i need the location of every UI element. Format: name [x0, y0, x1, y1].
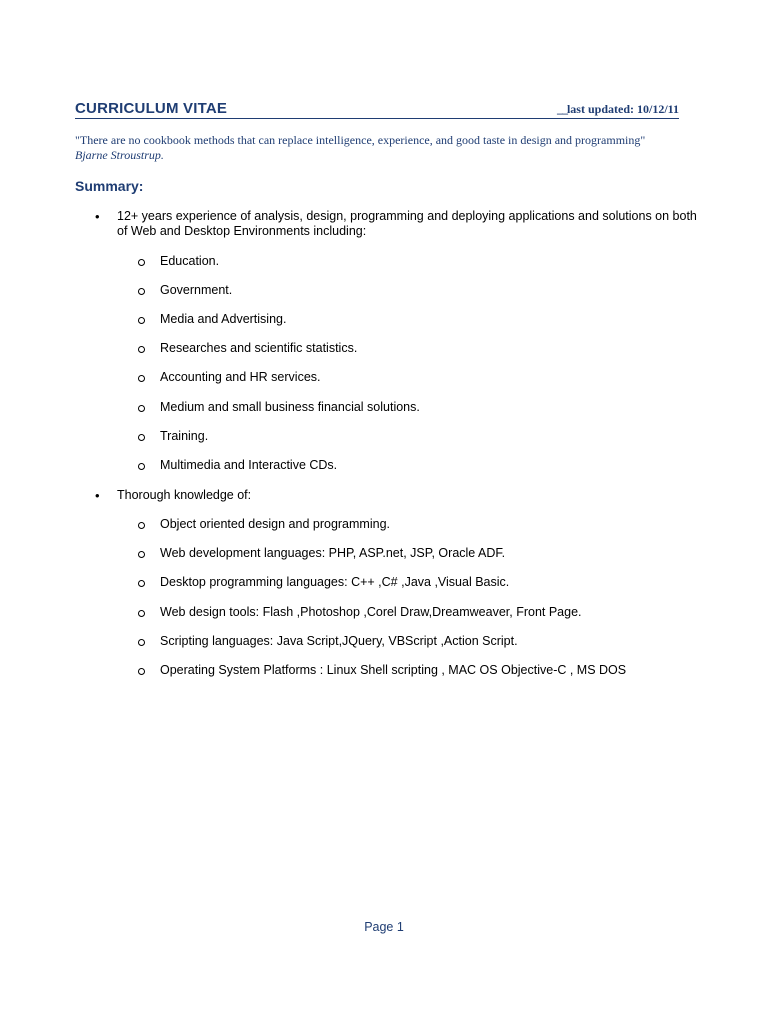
- circle-bullet-icon: [138, 256, 146, 264]
- list-item: Web design tools: Flash ,Photoshop ,Corel Draw,Dreamweaver, Front Page.: [160, 605, 582, 619]
- summary-bullet-experience: 12+ years experience of analysis, design, programming and deploying applications and solutions on both of Web and Desktop Environments including:: [117, 209, 697, 238]
- circle-bullet-icon: [138, 548, 146, 556]
- circle-bullet-icon: [138, 607, 146, 615]
- page-number: Page 1: [364, 920, 404, 934]
- circle-bullet-icon: [138, 519, 146, 527]
- circle-bullet-icon: [138, 314, 146, 322]
- circle-bullet-icon: [138, 285, 146, 293]
- bullet-icon: •: [95, 488, 100, 503]
- last-updated: [557, 102, 679, 117]
- circle-bullet-icon: [138, 402, 146, 410]
- list-item: Object oriented design and programming.: [160, 517, 390, 531]
- list-item: Government.: [160, 283, 233, 297]
- circle-bullet-icon: [138, 636, 146, 644]
- list-item: Operating System Platforms : Linux Shell scripting , MAC OS Objective-C , MS DOS: [160, 663, 627, 677]
- summary-bullet-knowledge: Thorough knowledge of:: [117, 488, 252, 502]
- document-title: CURRICULUM VITAE: [75, 100, 228, 117]
- list-item: Multimedia and Interactive CDs.: [160, 458, 338, 472]
- list-item: Scripting languages: Java Script,JQuery, VBScript ,Action Script.: [160, 634, 518, 648]
- circle-bullet-icon: [138, 431, 146, 439]
- list-item: Medium and small business financial solutions.: [160, 400, 420, 414]
- list-item: Accounting and HR services.: [160, 370, 321, 384]
- circle-bullet-icon: [138, 577, 146, 585]
- circle-bullet-icon: [138, 343, 146, 351]
- list-item: Media and Advertising.: [160, 312, 287, 326]
- bullet-icon: •: [95, 209, 100, 224]
- list-item: Training.: [160, 429, 209, 443]
- circle-bullet-icon: [138, 372, 146, 380]
- quote-text: "There are no cookbook methods that can replace intelligence, experience, and good taste in design and programming": [75, 133, 646, 147]
- summary-heading: Summary:: [75, 178, 144, 194]
- cv-header: [75, 98, 679, 119]
- quote-author: Bjarne Stroustrup.: [75, 148, 164, 162]
- last-updated-text: last updated: 10/12/11: [566, 102, 679, 116]
- quote: [75, 133, 675, 163]
- list-item: Researches and scientific statistics.: [160, 341, 358, 355]
- list-item: Desktop programming languages: C++ ,C# ,Java ,Visual Basic.: [160, 575, 510, 589]
- circle-bullet-icon: [138, 665, 146, 673]
- circle-bullet-icon: [138, 460, 146, 468]
- header-underscores: __: [556, 102, 567, 116]
- list-item: Web development languages: PHP, ASP.net, JSP, Oracle ADF.: [160, 546, 506, 560]
- list-item: Education.: [160, 254, 220, 268]
